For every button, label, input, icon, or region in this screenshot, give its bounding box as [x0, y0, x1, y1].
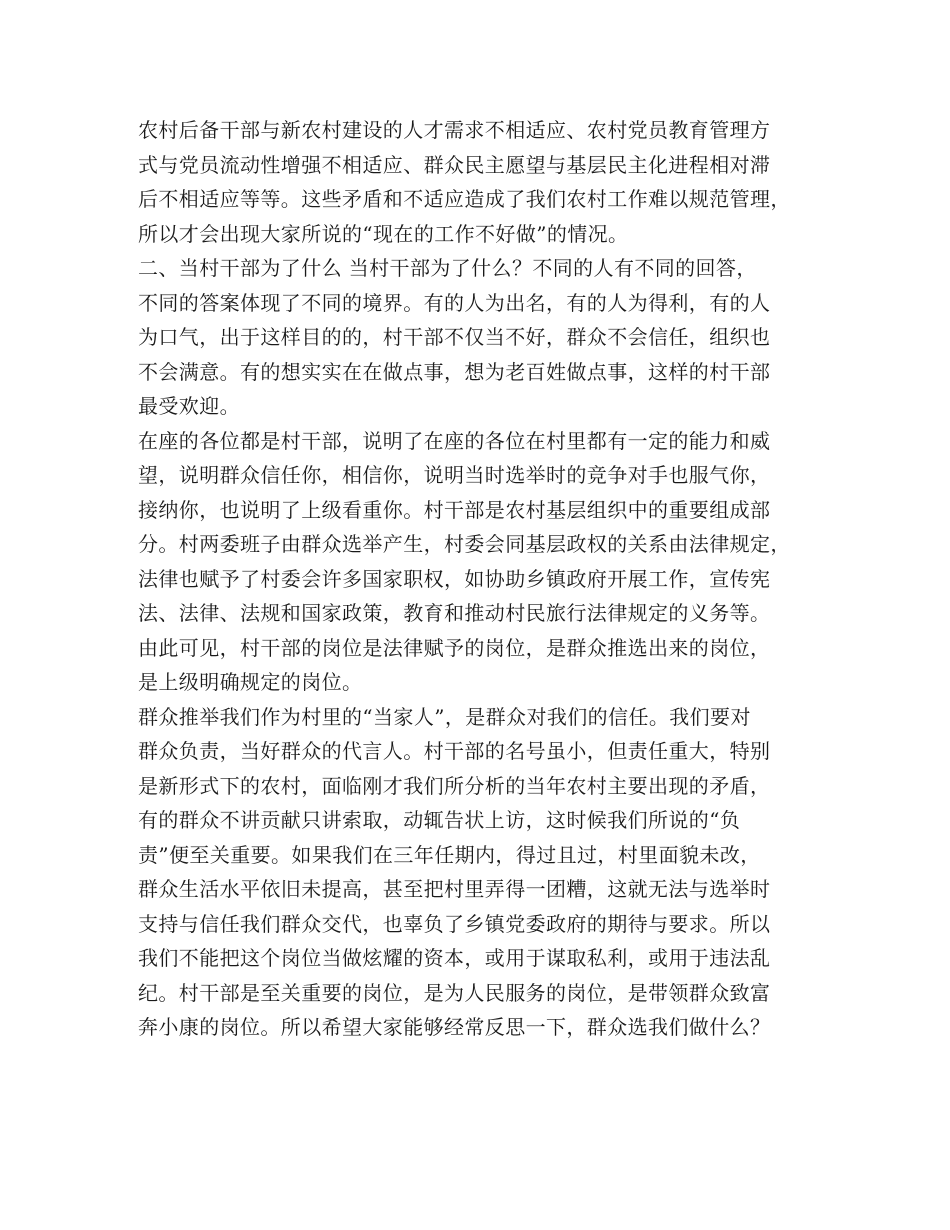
text-line: 接纳你，也说明了上级看重你。村干部是农村基层组织中的重要组成部 [138, 497, 771, 522]
text-line: 我们不能把这个岗位当做炫耀的资本，或用于谋取私利，或用于违法乱 [138, 946, 771, 970]
text-line: 群众推举我们作为村里的“当家人”，是群众对我们的信任。我们要对 [138, 704, 751, 729]
text-line: 望，说明群众信任你，相信你，说明当时选举时的竞争对手也服气你， [138, 463, 771, 487]
text-line: 是上级明确规定的岗位。 [138, 670, 363, 694]
text-line: 后不相适应等等。这些矛盾和不适应造成了我们农村工作难以规范管理， [138, 187, 791, 211]
text-line: 在座的各位都是村干部，说明了在座的各位在村里都有一定的能力和威 [138, 428, 771, 453]
text-line: 不同的答案体现了不同的境界。有的人为出名，有的人为得利，有的人 [138, 290, 771, 315]
text-line: 所以才会出现大家所说的“现在的工作不好做”的情况。 [138, 221, 629, 246]
text-line: 群众负责，当好群众的代言人。村干部的名号虽小，但责任重大，特别 [138, 739, 771, 763]
text-line: 纪。村干部是至关重要的岗位，是为人民服务的岗位，是带领群众致富 [138, 980, 771, 1005]
text-line: 群众生活水平依旧未提高，甚至把村里弄得一团糟，这就无法与选举时 [138, 877, 771, 901]
text-line: 农村后备干部与新农村建设的人才需求不相适应、农村党员教育管理方 [138, 118, 771, 142]
text-line: 是新形式下的农村，面临刚才我们所分析的当年农村主要出现的矛盾， [138, 773, 771, 798]
text-line: 最受欢迎。 [138, 394, 240, 418]
text-line: 法、法律、法规和国家政策，教育和推动村民旅行法律规定的义务等。 [138, 601, 771, 625]
text-line: 法律也赋予了村委会许多国家职权，如协助乡镇政府开展工作，宣传宪 [138, 566, 771, 591]
section-heading-line: 二、当村干部为了什么 当村干部为了什么？不同的人有不同的回答， [138, 256, 757, 280]
text-line: 分。村两委班子由群众选举产生，村委会同基层政权的关系由法律规定， [138, 532, 791, 556]
text-line: 由此可见，村干部的岗位是法律赋予的岗位，是群众推选出来的岗位， [138, 635, 771, 660]
text-line: 支持与信任我们群众交代，也辜负了乡镇党委政府的期待与要求。所以 [138, 911, 771, 936]
text-line: 不会满意。有的想实实在在做点事，想为老百姓做点事，这样的村干部 [138, 359, 771, 384]
text-line: 为口气，出于这样目的的，村干部不仅当不好，群众不会信任，组织也 [138, 325, 771, 349]
text-line: 有的群众不讲贡献只讲索取，动辄告状上访，这时候我们所说的“负 [138, 808, 741, 832]
text-line: 奔小康的岗位。所以希望大家能够经常反思一下，群众选我们做什么？ [138, 1015, 771, 1039]
text-line: 责”便至关重要。如果我们在三年任期内，得过且过，村里面貌未改， [138, 842, 761, 867]
text-line: 式与党员流动性增强不相适应、群众民主愿望与基层民主化进程相对滞 [138, 152, 771, 177]
body-text [138, 113, 838, 1045]
